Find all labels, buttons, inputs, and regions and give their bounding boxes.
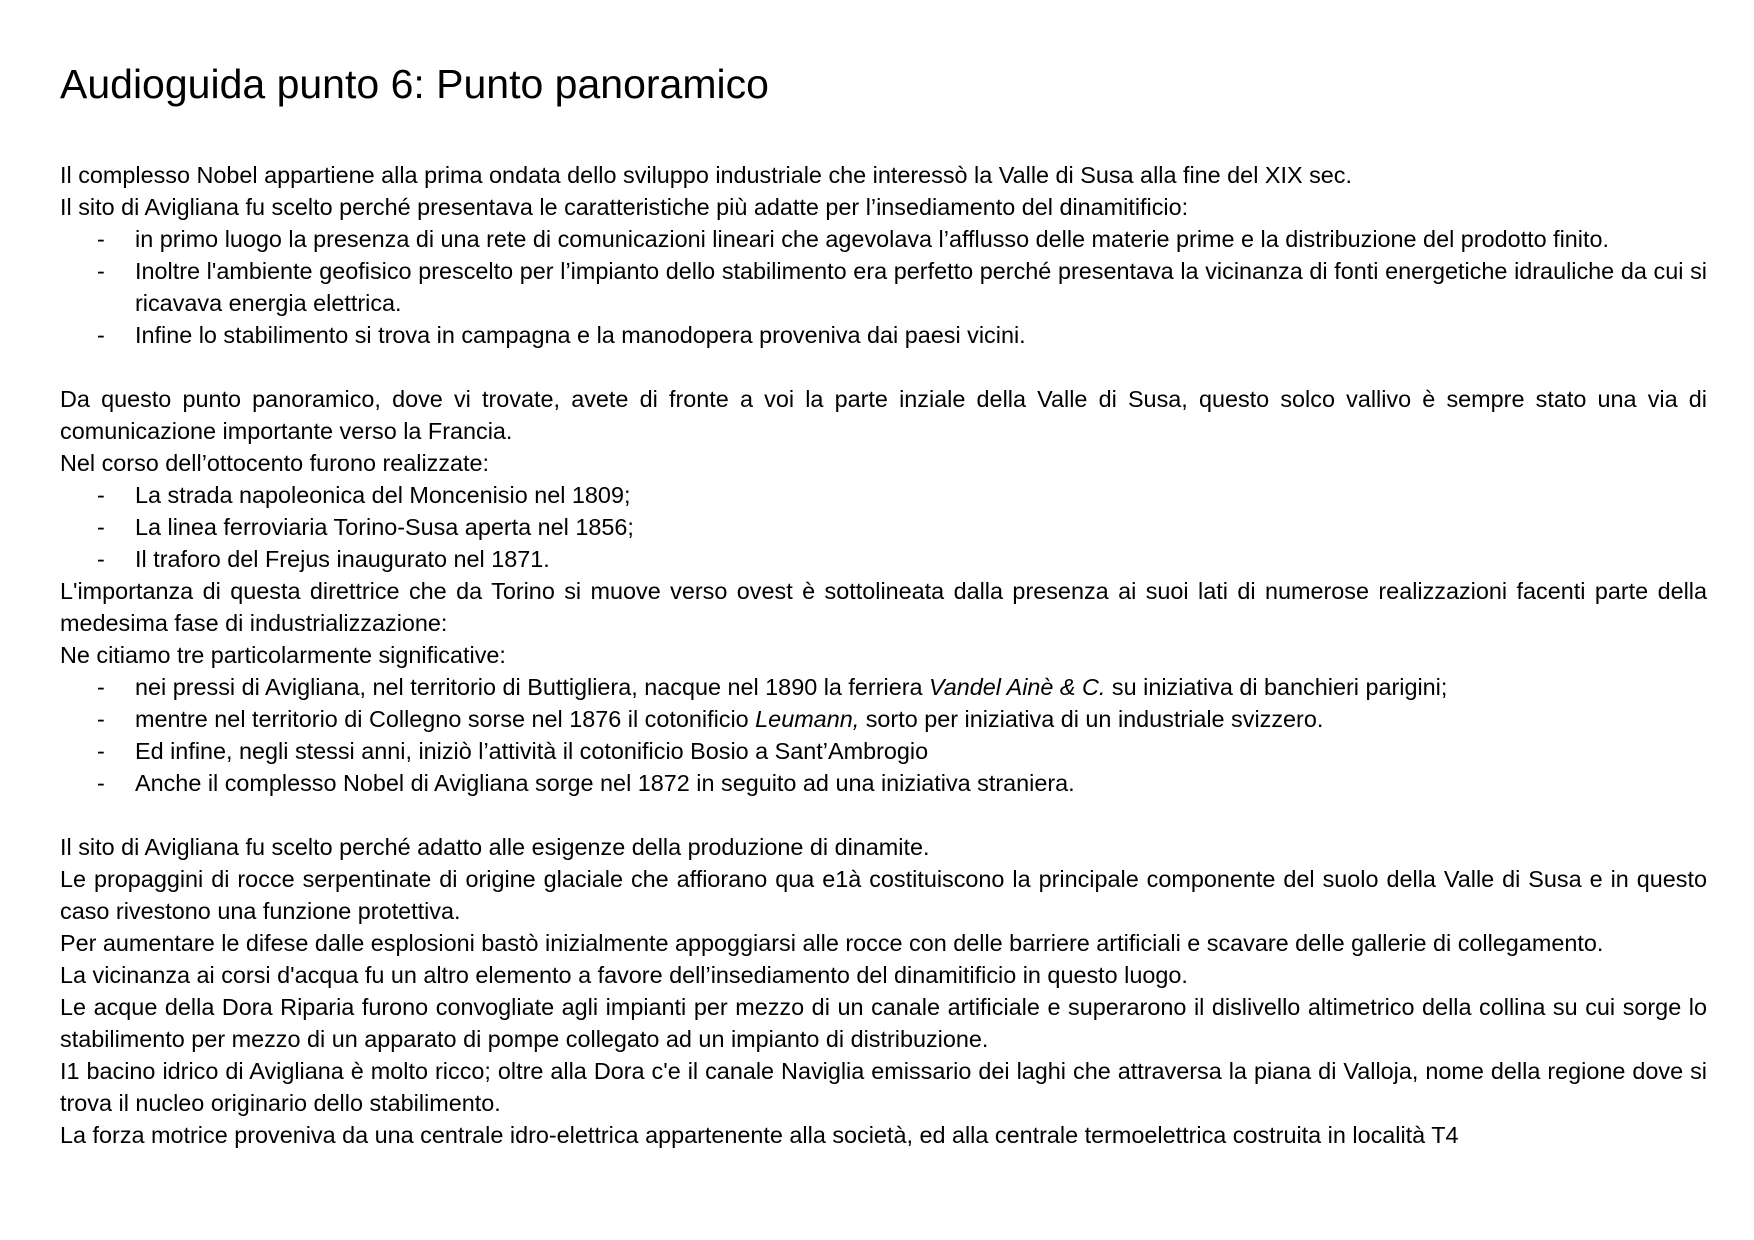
bullet-list	[60, 479, 1707, 575]
paragraph: Il sito di Avigliana fu scelto perché adatto alle esigenze della produzione di dinamite.	[60, 834, 930, 860]
list-item: - Infine lo stabilimento si trova in campagna e la manodopera proveniva dai paesi vicini.	[60, 319, 1707, 351]
paragraph: Ne citiamo tre particolarmente significative:	[60, 642, 506, 668]
list-item: - La linea ferroviaria Torino-Susa aperta nel 1856;	[60, 511, 1707, 543]
paragraph: La vicinanza ai corsi d'acqua fu un altro elemento a favore dell’insediamento del dinamitificio in questo luogo.	[60, 962, 1188, 988]
paragraph: Il sito di Avigliana fu scelto perché presentava le caratteristiche più adatte per l’insediamento del dinamitificio:	[60, 194, 1189, 220]
company-name: Leumann,	[755, 706, 860, 732]
document-page	[60, 56, 1707, 1151]
paragraph: Nel corso dell’ottocento furono realizzate:	[60, 450, 490, 476]
list-item: - Anche il complesso Nobel di Avigliana sorge nel 1872 in seguito ad una iniziativa straniera.	[60, 767, 1707, 799]
paragraph: L'importanza di questa direttrice che da Torino si muove verso ovest è sottolineata dalla presenza ai suoi lati di numerose realizzazioni facenti parte della medesima fase di industrializzazione:	[60, 578, 1707, 636]
document-body	[60, 159, 1707, 1151]
paragraph: Le acque della Dora Riparia furono convogliate agli impianti per mezzo di un canale artificiale e superarono il dislivello altimetrico della collina su cui sorge lo stabilimento per mezzo di un apparato di pompe collegato ad un impianto di distribuzione.	[60, 994, 1707, 1052]
paragraph: Per aumentare le difese dalle esplosioni bastò inizialmente appoggiarsi alle rocce con delle barriere artificiali e scavare delle gallerie di collegamento.	[60, 930, 1604, 956]
paragraph-gap	[60, 799, 1707, 831]
bullet-list	[60, 671, 1707, 799]
bullet-list	[60, 223, 1707, 351]
text-span: sorto per iniziativa di un industriale svizzero.	[859, 706, 1324, 732]
list-item: - Inoltre l'ambiente geofisico prescelto per l’impianto dello stabilimento era perfetto perché presentava la vicinanza di fonti energetiche idrauliche da cui si ricavava energia elettrica.	[60, 255, 1707, 319]
paragraph: Da questo punto panoramico, dove vi trovate, avete di fronte a voi la parte inziale della Valle di Susa, questo solco vallivo è sempre stato una via di comunicazione importante verso la Francia.	[60, 386, 1707, 444]
text-span: nei pressi di Avigliana, nel territorio di Buttigliera, nacque nel 1890 la ferriera	[135, 674, 930, 700]
paragraph: Le propaggini di rocce serpentinate di origine glaciale che affiorano qua e1à costituiscono la principale componente del suolo della Valle di Susa e in questo caso rivestono una funzione protettiva.	[60, 866, 1707, 924]
list-item: - Il traforo del Frejus inaugurato nel 1871.	[60, 543, 1707, 575]
paragraph: La forza motrice proveniva da una centrale idro-elettrica appartenente alla società, ed alla centrale termoelettrica costruita in località T4	[60, 1122, 1459, 1148]
paragraph-gap	[60, 351, 1707, 383]
company-name: Vandel Ainè & C.	[929, 674, 1106, 700]
list-item	[60, 671, 1707, 703]
paragraph: I1 bacino idrico di Avigliana è molto ricco; oltre alla Dora c'e il canale Naviglia emissario dei laghi che attraversa la piana di Valloja, nome della regione dove si trova il nucleo originario dello stabilimento.	[60, 1058, 1707, 1116]
page-title: Audioguida punto 6: Punto panoramico	[60, 61, 769, 107]
list-item: - Ed infine, negli stessi anni, iniziò l’attività il cotonificio Bosio a Sant’Ambrogio	[60, 735, 1707, 767]
text-span: su iniziativa di banchieri parigini;	[1105, 674, 1448, 700]
paragraph: Il complesso Nobel appartiene alla prima ondata dello sviluppo industriale che interessò la Valle di Susa alla fine del XIX sec.	[60, 162, 1352, 188]
list-item	[60, 703, 1707, 735]
list-item: - La strada napoleonica del Moncenisio nel 1809;	[60, 479, 1707, 511]
list-item: - in primo luogo la presenza di una rete di comunicazioni lineari che agevolava l’afflusso delle materie prime e la distribuzione del prodotto finito.	[60, 223, 1707, 255]
text-span: mentre nel territorio di Collegno sorse nel 1876 il cotonificio	[135, 706, 756, 732]
